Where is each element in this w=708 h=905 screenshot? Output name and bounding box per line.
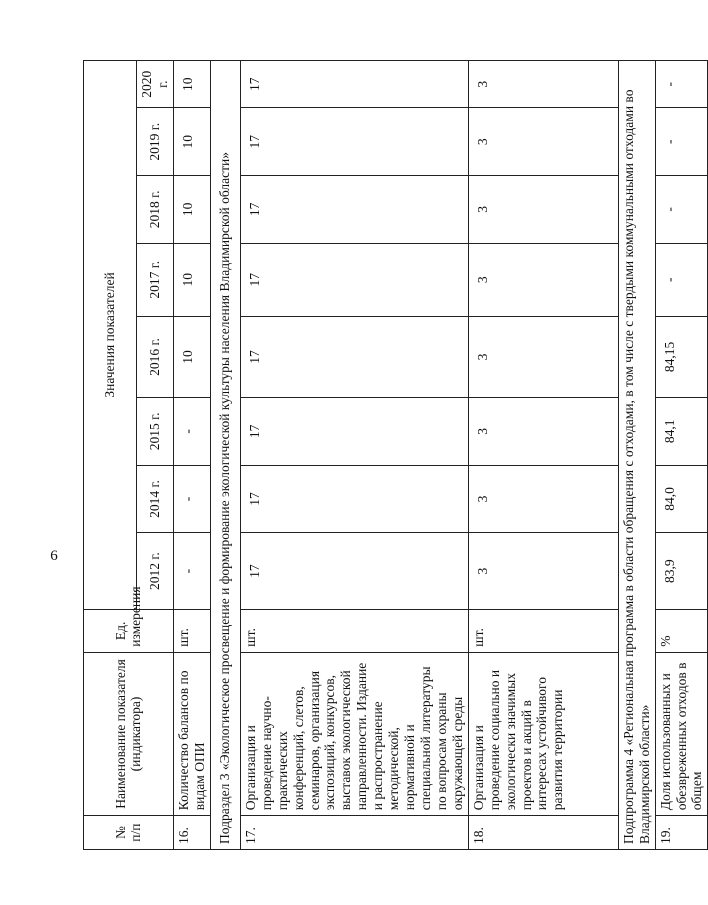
unit-cell: % [655, 609, 708, 652]
section-row [210, 61, 240, 850]
value-cell: 3 [468, 108, 618, 176]
value-cell: 17 [240, 316, 468, 397]
value-cell: - [173, 533, 210, 610]
value-cell: 17 [240, 465, 468, 533]
header-unit: Ед. измерения [84, 609, 174, 652]
value-cell: - [655, 108, 708, 176]
value-cell: 3 [468, 176, 618, 244]
unit-cell: шт. [173, 609, 210, 652]
value-cell: 3 [468, 465, 618, 533]
value-cell: - [655, 243, 708, 316]
section-row [618, 61, 655, 850]
value-cell: 84,15 [655, 316, 708, 397]
value-cell: 10 [173, 108, 210, 176]
value-cell: 3 [468, 243, 618, 316]
value-cell: 17 [240, 398, 468, 466]
indicator-table-rotated [83, 60, 705, 850]
value-cell: 10 [173, 61, 210, 108]
table-row [655, 61, 708, 850]
section-title: Подпрограмма 4 «Региональная программа в области обращения с отходами, в том числе с твердыми коммунальными отходами во Владимирской области» [618, 61, 655, 850]
indicator-name: Организация и проведение научно-практических конференций, слетов, семинаров, организация экспозиций, конкурсов, выставок экологической направленности. Издание и распространение методической, нормативной и специальной литературы по вопросам охраны окружающей среды [240, 652, 468, 815]
value-cell: 84,0 [655, 465, 708, 533]
value-cell: 83,9 [655, 533, 708, 610]
value-cell: - [173, 398, 210, 466]
row-number: 19. [655, 816, 708, 850]
section-title: Подраздел 3 «Экологическое просвещение и формирование экологической культуры населения Владимирской области» [210, 61, 240, 850]
indicator-name: Организация и проведение социально и экологически значимых проектов и акций в интересах устойчивого развития территории [468, 652, 618, 815]
indicator-name: Доля использованных и обезвреженных отходов в общем [655, 652, 708, 815]
value-cell: 3 [468, 61, 618, 108]
header-year-7: 2019 г. [137, 108, 174, 176]
value-cell: 3 [468, 316, 618, 397]
indicator-name: Количество балансов по видам ОПИ [173, 652, 210, 815]
value-cell: - [173, 465, 210, 533]
row-number: 16. [173, 816, 210, 850]
header-year-6: 2018 г. [137, 176, 174, 244]
header-name: Наименование показателя (индикатора) [84, 652, 174, 815]
value-cell: 10 [173, 243, 210, 316]
value-cell: 17 [240, 108, 468, 176]
header-year-3: 2015 г. [137, 398, 174, 466]
header-year-5: 2017 г. [137, 243, 174, 316]
table-row [468, 61, 618, 850]
value-cell: - [655, 176, 708, 244]
value-cell: 3 [468, 533, 618, 610]
value-cell: 17 [240, 243, 468, 316]
header-year-8: 2020 г. [137, 61, 174, 108]
value-cell: 17 [240, 176, 468, 244]
header-values-title: Значения показателей [84, 61, 137, 610]
value-cell: 10 [173, 176, 210, 244]
table-row [173, 61, 210, 850]
header-year-4: 2016 г. [137, 316, 174, 397]
header-year-1: 2012 г. [137, 533, 174, 610]
unit-cell: шт. [240, 609, 468, 652]
header-num: № п/п [84, 816, 174, 850]
value-cell: 17 [240, 61, 468, 108]
value-cell: 10 [173, 316, 210, 397]
indicator-table [83, 60, 708, 850]
value-cell: 17 [240, 533, 468, 610]
page-number: 6 [50, 548, 58, 564]
table-row [240, 61, 468, 850]
row-number: 17. [240, 816, 468, 850]
value-cell: - [655, 61, 708, 108]
unit-cell: шт. [468, 609, 618, 652]
value-cell: 84,1 [655, 398, 708, 466]
value-cell: 3 [468, 398, 618, 466]
row-number: 18. [468, 816, 618, 850]
header-year-2: 2014 г. [137, 465, 174, 533]
